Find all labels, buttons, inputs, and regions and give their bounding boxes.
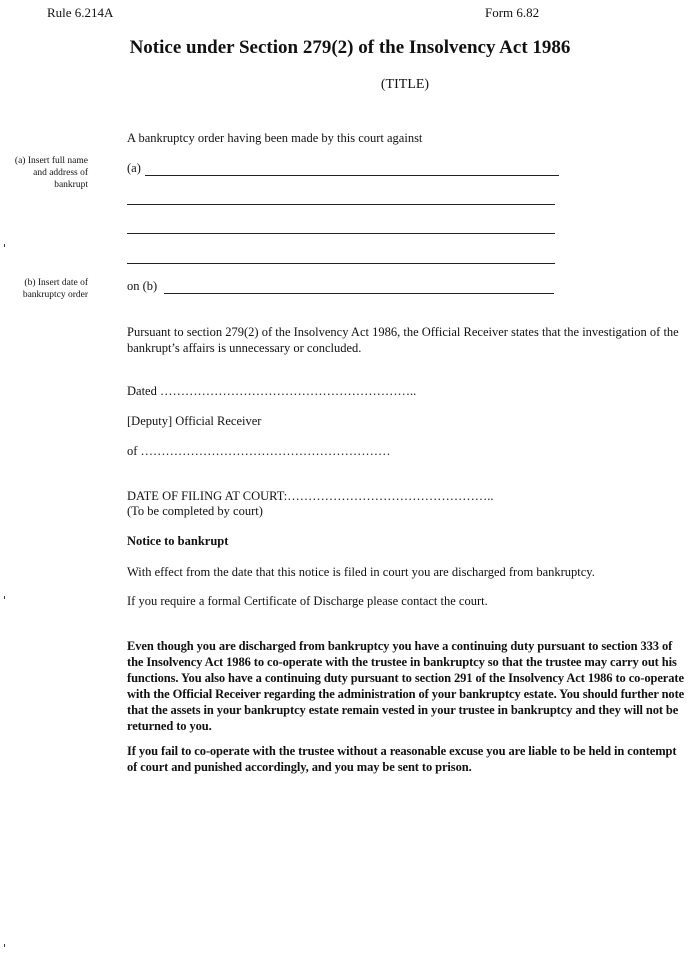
margin-note-a-line: bankrupt (54, 180, 88, 190)
of-field[interactable]: of …………………………………………………… (127, 444, 391, 458)
filing-note: (To be completed by court) (127, 504, 263, 518)
margin-note-a-line: (a) Insert full name (14, 156, 88, 166)
warning-duty-paragraph: Even though you are discharged from bankruptcy you have a continuing duty pursuant to section 333 of the Insolvency Act 1986 to co-operate with the trustee in bankruptcy so that the trustee may carry out his functions. You also have a continuing duty pursuant to section 291 of the Insolvency Act 1986 to co-operate with the Official Receiver regarding the administration of your bankruptcy estate. You should further note that the assets in your bankruptcy estate remain vested in your trustee in bankruptcy and they will not be returned to you. (127, 639, 685, 733)
filing-date-field[interactable]: DATE OF FILING AT COURT:………………………………………….. (127, 489, 494, 503)
margin-note-b-line: (b) Insert date of (24, 278, 88, 288)
statement-text: Pursuant to section 279(2) of the Insolvency Act 1986, the Official Receiver states that the investigation of the bankrupt’s affairs is unnecessary or concluded. (127, 325, 679, 355)
form-number: Form 6.82 (485, 5, 540, 20)
intro-text: A bankruptcy order having been made by this court against (127, 131, 423, 145)
notice-discharge-text: With effect from the date that this notice is filed in court you are discharged from bankruptcy. (127, 565, 595, 579)
page-title: Notice under Section 279(2) of the Insolvency Act 1986 (129, 37, 571, 58)
margin-note-a (0, 155, 88, 191)
scan-mark (4, 244, 5, 247)
warning-contempt-paragraph: If you fail to co-operate with the trustee without a reasonable excuse you are liable to be held in contempt of court and punished accordingly, and you may be sent to prison. (127, 744, 677, 774)
bankrupt-address-line-3[interactable] (127, 263, 555, 264)
field-b-label: on (b) (127, 279, 158, 293)
margin-note-a-line: and address of (33, 168, 88, 178)
dated-field[interactable]: Dated …………………………………………………….. (127, 384, 417, 398)
margin-note-b (0, 277, 88, 301)
bankrupt-address-line-2[interactable] (127, 233, 555, 234)
page-subtitle: (TITLE) (380, 77, 430, 92)
official-receiver-label: [Deputy] Official Receiver (127, 414, 262, 428)
margin-note-b-line: bankruptcy order (22, 290, 88, 300)
notice-heading: Notice to bankrupt (127, 534, 229, 548)
rule-reference: Rule 6.214A (47, 5, 114, 20)
scan-mark (4, 944, 5, 947)
field-a-label: (a) (127, 161, 141, 175)
notice-certificate-text: If you require a formal Certificate of Discharge please contact the court. (127, 594, 488, 608)
scan-mark (4, 596, 5, 599)
bankruptcy-order-date-line[interactable] (164, 293, 554, 294)
bankrupt-name-line[interactable] (145, 175, 559, 176)
bankrupt-address-line-1[interactable] (127, 204, 555, 205)
